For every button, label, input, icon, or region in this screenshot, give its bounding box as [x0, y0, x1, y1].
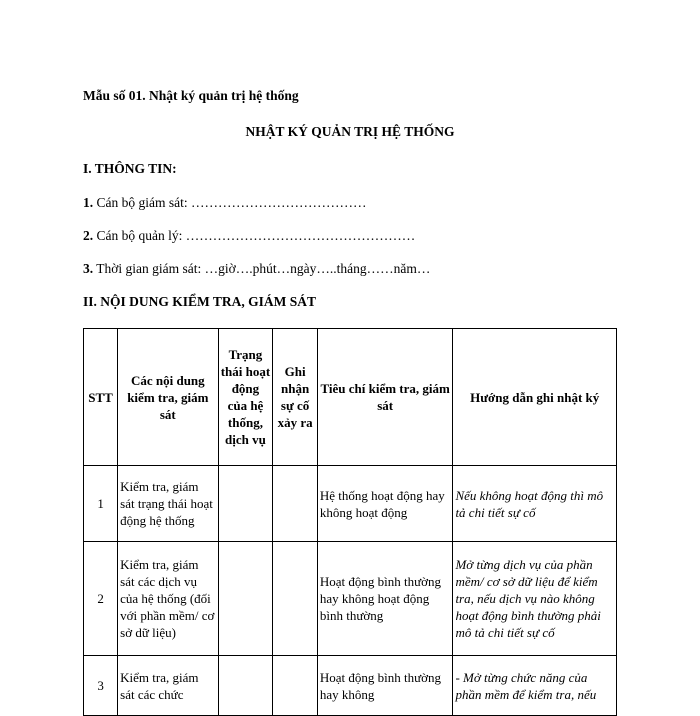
info-line-number: 1.: [83, 195, 94, 210]
info-line-number: 3.: [83, 261, 94, 276]
section-1-heading: I. THÔNG TIN:: [83, 161, 177, 176]
header-guide: Hướng dẫn ghi nhật ký: [453, 329, 617, 466]
cell-status[interactable]: [218, 466, 273, 542]
cell-status[interactable]: [218, 656, 273, 716]
info-line-time: [83, 261, 430, 277]
cell-guide: - Mở từng chức năng của phần mềm để kiểm tra, nếu: [453, 656, 617, 716]
cell-stt: 3: [84, 656, 118, 716]
cell-stt: 1: [84, 466, 118, 542]
form-label: Mẫu số 01. Nhật ký quản trị hệ thống: [83, 88, 299, 103]
table-header-row: [84, 329, 617, 466]
cell-incident[interactable]: [273, 656, 318, 716]
table-row: [84, 656, 617, 716]
cell-content: Kiểm tra, giám sát trạng thái hoạt động hệ thống: [118, 466, 218, 542]
info-line-number: 2.: [83, 228, 94, 243]
cell-guide: Nếu không hoạt động thì mô tả chi tiết sự cố: [453, 466, 617, 542]
header-incident: Ghi nhận sự cố xảy ra: [273, 329, 318, 466]
cell-status[interactable]: [218, 542, 273, 656]
header-stt: STT: [84, 329, 118, 466]
cell-criteria: Hoạt động bình thường hay không hoạt động bình thường: [317, 542, 453, 656]
info-line-text: Thời gian giám sát: …giờ….phút…ngày…..tháng……năm…: [93, 261, 431, 276]
audit-table: [83, 328, 617, 716]
header-status: Trạng thái hoạt động của hệ thống, dịch vụ: [218, 329, 273, 466]
cell-stt: 2: [84, 542, 118, 656]
cell-content: Kiểm tra, giám sát các chức: [118, 656, 218, 716]
cell-incident[interactable]: [273, 542, 318, 656]
cell-criteria: Hoạt động bình thường hay không: [317, 656, 453, 716]
header-content: Các nội dung kiểm tra, giám sát: [118, 329, 218, 466]
table-row: [84, 542, 617, 656]
table-row: [84, 466, 617, 542]
cell-guide: Mở từng dịch vụ của phần mềm/ cơ sở dữ liệu để kiểm tra, nếu dịch vụ nào không hoạt động bình thường phải mô tả chi tiết sự cố: [453, 542, 617, 656]
info-line-supervisor: [83, 195, 367, 211]
info-line-text: Cán bộ giám sát: …………………………………: [93, 195, 367, 210]
cell-incident[interactable]: [273, 466, 318, 542]
info-line-text: Cán bộ quản lý: ……………………………………………: [93, 228, 416, 243]
header-criteria: Tiêu chí kiểm tra, giám sát: [317, 329, 453, 466]
cell-criteria: Hệ thống hoạt động hay không hoạt động: [317, 466, 453, 542]
section-2-heading: II. NỘI DUNG KIỂM TRA, GIÁM SÁT: [83, 294, 317, 309]
info-line-manager: [83, 228, 415, 244]
cell-content: Kiểm tra, giám sát các dịch vụ của hệ thống (đối với phần mềm/ cơ sở dữ liệu): [118, 542, 218, 656]
document-title: NHẬT KÝ QUẢN TRỊ HỆ THỐNG: [245, 124, 455, 139]
